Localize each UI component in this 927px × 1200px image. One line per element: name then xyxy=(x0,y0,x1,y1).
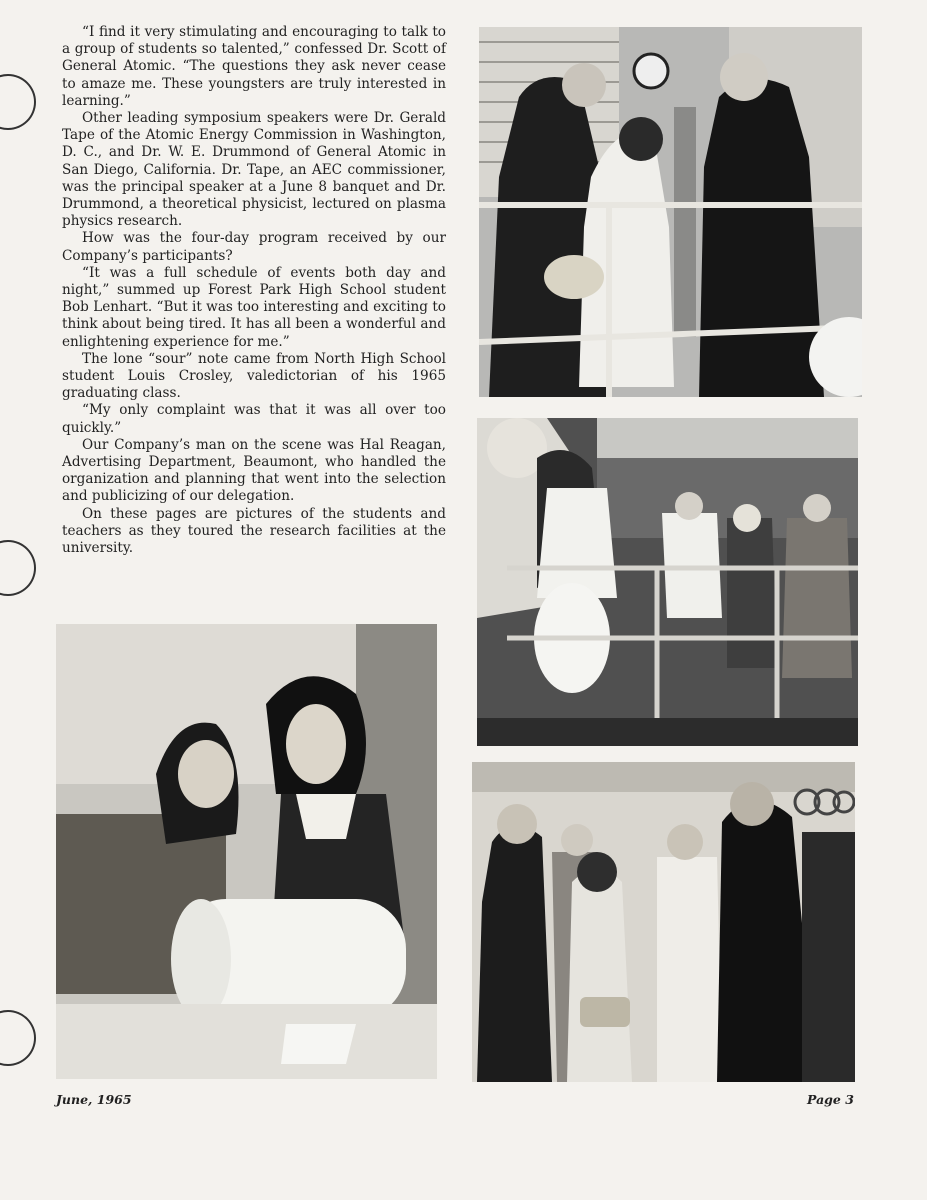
footer-page-number: Page 3 xyxy=(807,1092,854,1107)
photo-two-students-with-equipment xyxy=(56,624,437,1079)
paragraph: On these pages are pictures of the students and teachers as they toured the research facilities at the university. xyxy=(62,505,446,557)
paragraph: Our Company’s man on the scene was Hal Reagan, Advertising Department, Beaumont, who handled the organization and planning that went into the selection and publicizing of our delegation. xyxy=(62,436,446,505)
paragraph: “I find it very stimulating and encouraging to talk to a group of students so talented,” confessed Dr. Scott of General Atomic. “The questions they ask never cease to amaze me. These youngsters are truly interested in learning.” xyxy=(62,24,446,109)
paragraph: The lone “sour” note came from North High School student Louis Crosley, valedictorian of his 1965 graduating class. xyxy=(62,350,446,402)
footer-date: June, 1965 xyxy=(56,1092,132,1107)
punch-hole xyxy=(0,1010,36,1066)
photo-group-on-catwalk xyxy=(477,418,858,746)
photo-visitors-at-railing xyxy=(479,27,862,397)
article-text xyxy=(62,24,446,557)
punch-hole xyxy=(0,540,36,596)
photo-lab-tour-group xyxy=(472,762,855,1082)
punch-hole xyxy=(0,74,36,130)
paragraph: “My only complaint was that it was all over too quickly.” xyxy=(62,402,446,436)
paragraph: “It was a full schedule of events both day and night,” summed up Forest Park High School student Bob Lenhart. “But it was too interesting and exciting to think about being tired. It has all been a wonderful and enlightening experience for me.” xyxy=(62,264,446,350)
paragraph: Other leading symposium speakers were Dr. Gerald Tape of the Atomic Energy Commission in Washington, D. C., and Dr. W. E. Drummond of General Atomic in San Diego, California. Dr. Tape, an AEC commissioner, was the principal speaker at a June 8 banquet and Dr. Drummond, a theoretical physicist, lectured on plasma physics research. xyxy=(62,110,446,230)
paragraph: How was the four-day program received by our Company’s participants? xyxy=(62,230,446,264)
